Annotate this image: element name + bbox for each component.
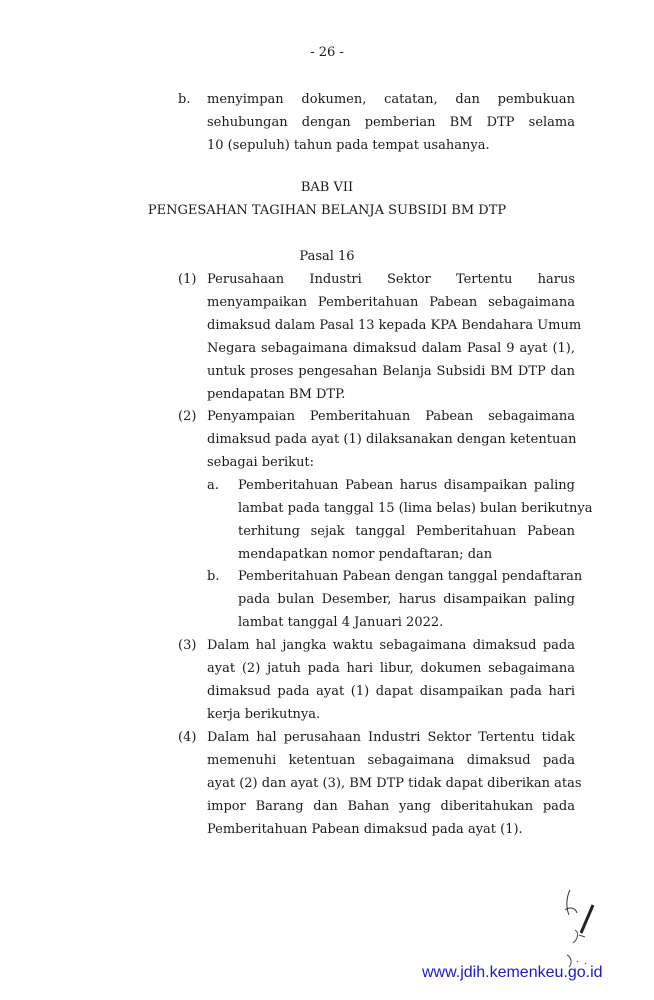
text-line: menyampaikan Pemberitahuan Pabean sebagaimana bbox=[207, 295, 575, 310]
text-line: Dalam hal perusahaan Industri Sektor Tertentu tidak bbox=[207, 730, 575, 745]
text-line: lambat tanggal 4 Januari 2022. bbox=[238, 615, 444, 630]
article-title: Pasal 16 bbox=[299, 249, 355, 264]
paragraph-marker: (2) bbox=[178, 409, 197, 424]
text-line: Perusahaan Industri Sektor Tertentu harus bbox=[207, 272, 575, 287]
text-line: sehubungan dengan pemberian BM DTP selama bbox=[207, 115, 575, 130]
text-line: dimaksud dalam Pasal 13 kepada KPA Bendahara Umum bbox=[207, 318, 582, 333]
text-line: sebagai berikut: bbox=[207, 455, 315, 470]
sub-item-marker: b. bbox=[207, 569, 220, 584]
paragraph-marker: (3) bbox=[178, 638, 197, 653]
text-line: pada bulan Desember, harus disampaikan paling bbox=[238, 592, 575, 607]
initials-signature bbox=[555, 885, 605, 970]
footer-url-link[interactable]: www.jdih.kemenkeu.go.id bbox=[422, 964, 603, 981]
chapter-title: PENGESAHAN TAGIHAN BELANJA SUBSIDI BM DTP bbox=[147, 203, 507, 218]
list-marker: b. bbox=[178, 92, 191, 107]
text-line: mendapatkan nomor pendaftaran; dan bbox=[238, 547, 493, 562]
text-line: dimaksud pada ayat (1) dilaksanakan dengan ketentuan bbox=[207, 432, 577, 447]
paragraph-marker: (4) bbox=[178, 730, 197, 745]
page-number: - 26 - bbox=[310, 45, 344, 60]
paragraph-marker: (1) bbox=[178, 272, 197, 287]
text-line: Dalam hal jangka waktu sebagaimana dimaksud pada bbox=[207, 638, 575, 653]
paragraph-text bbox=[207, 88, 575, 157]
text-line: Pemberitahuan Pabean dimaksud pada ayat (1). bbox=[207, 822, 523, 837]
text-line: untuk proses pengesahan Belanja Subsidi BM DTP dan bbox=[207, 364, 575, 379]
text-line: Penyampaian Pemberitahuan Pabean sebagaimana bbox=[207, 409, 575, 424]
text-line: ayat (2) jatuh pada hari libur, dokumen sebagaimana bbox=[207, 661, 575, 676]
paragraph-text bbox=[207, 634, 575, 726]
text-line: Pemberitahuan Pabean harus disampaikan paling bbox=[238, 478, 575, 493]
text-line: lambat pada tanggal 15 (lima belas) bulan berikutnya bbox=[238, 501, 593, 516]
paragraph-text bbox=[207, 268, 582, 406]
text-line: Pemberitahuan Pabean dengan tanggal pendaftaran bbox=[238, 569, 583, 584]
text-line: pendapatan BM DTP. bbox=[207, 387, 346, 402]
text-line: Negara sebagaimana dimaksud dalam Pasal 9 ayat (1), bbox=[207, 341, 575, 356]
text-line: ayat (2) dan ayat (3), BM DTP tidak dapat diberikan atas bbox=[207, 776, 582, 791]
text-line: memenuhi ketentuan sebagaimana dimaksud pada bbox=[207, 753, 575, 768]
text-line: impor Barang dan Bahan yang diberitahukan pada bbox=[207, 799, 575, 814]
sub-item-marker: a. bbox=[207, 478, 219, 493]
text-line: menyimpan dokumen, catatan, dan pembukuan bbox=[207, 92, 575, 107]
chapter-number: BAB VII bbox=[300, 180, 354, 195]
paragraph-text bbox=[207, 405, 575, 474]
paragraph-text bbox=[207, 726, 582, 841]
text-line: kerja berikutnya. bbox=[207, 707, 321, 722]
text-line: 10 (sepuluh) tahun pada tempat usahanya. bbox=[207, 138, 490, 153]
text-line: dimaksud pada ayat (1) dapat disampaikan pada hari bbox=[207, 684, 575, 699]
sub-item-text bbox=[238, 474, 593, 566]
sub-item-text bbox=[238, 565, 583, 634]
text-line: terhitung sejak tanggal Pemberitahuan Pabean bbox=[238, 524, 575, 539]
